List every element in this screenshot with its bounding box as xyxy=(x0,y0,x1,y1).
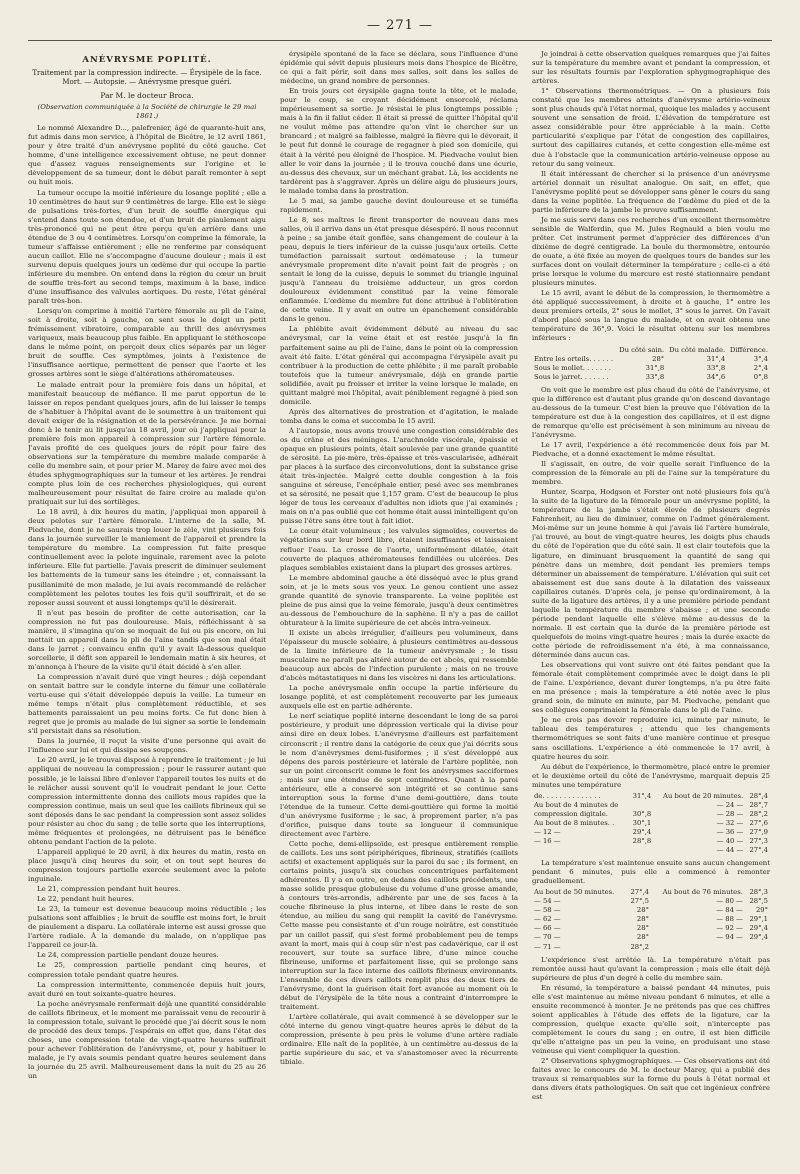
table-row xyxy=(532,792,770,801)
table-header: Du côté malade. xyxy=(669,345,726,354)
paragraph: Il n'eut pas besoin de profiter de cette autorisation, car la compression ne fut pas douloureuse. Mais, réfléchissant à sa manière, il s'imagina qu'on se moquait de lui ou pis encore, on lui mettait un appareil dans le pli de l'aine tandis que son mal était dans le jarret ; convaincu enfin qu'il y avait là-dessous quelque sorcellerie, il défit son appareil le lendemain matin à six heures, et m'annonça à l'heure de la visite qu'il était décidé à s'en aller. xyxy=(28,608,266,671)
table-cell: — 92 — xyxy=(716,924,743,933)
table-cell: de. . . . . . . . . . . . . . xyxy=(534,791,601,800)
table-row xyxy=(532,888,770,897)
table-row xyxy=(532,933,770,942)
table-cell: — 24 — xyxy=(716,800,744,809)
table-cell: 29°,1 xyxy=(749,915,768,924)
paragraph: En trois jours cet érysipèle gagna toute la tête, et le malade, pour le coup, se croyant décidément ensorcelé, réclama impérieusement sa sortie. Je résistai le plus longtemps possible ; mais à la fin il fallut céder. Il était si pressé de quitter l'hôpital qu'il ne voulut même pas attendre qu'on vînt le chercher sur un brancard ; et malgré sa faiblesse, malgré la fièvre qui le dévorait, il le peut fut donné le courage de regagner à pied son domicile, qui était à la vérité peu éloigné de l'hospice. M. Piedvache voulut bien aller le voir dans la journée ; il le trouva couché dans une écurie, au-dessus des chevaux, sur un méchant grabat. Là, les accidents ne tardèrent pas à s'aggraver. Après un délire aigu de plusieurs jours, le malade tomba dans la prostration. xyxy=(280,87,518,195)
table-cell: 27°,5 xyxy=(630,897,649,906)
page-number: — 271 — xyxy=(366,18,434,33)
header-rule xyxy=(28,40,772,41)
table-cell: — 84 — xyxy=(716,906,743,915)
table-cell: — 16 — xyxy=(534,836,561,845)
paragraph: À l'autopsie, nous avons trouvé une congestion considérable des os du crâne et des méninges. L'arachnoïde viscérale, épaissie et opaque en plusieurs points, était soulevée par une grande quantité de sérosité. La pie-mère, très-épaisse et très-vascularisée, adhérait par places à la surface des circonvolutions, dont la substance grise était très-injectée. Malgré cette double congestion à la fois sanguine et séreuse, l'encéphale entier, pesé avec ses membranes et sa sérosité, ne pesait que 1,157 gram. C'est de beaucoup le plus léger de tous les cerveaux d'adultes non idiots que j'ai examinés ; mais on n'a pas oublié que cet homme était aussi inintelligent qu'on puisse l'être sans être tout à fait idiot. xyxy=(280,426,518,526)
paragraph: Le 24, compression partielle pendant douze heures. xyxy=(37,951,219,960)
temperature-table-2 xyxy=(532,792,770,855)
paragraph: Le cœur était volumineux ; les valvules sigmoïdes, couvertes de végétations sur leur bord libre, étaient insuffisantes et laissaient refluer l'eau. La crosse de l'aorte, uniformément dilatée, était couverte de plaques athéromateuses fendillées ou ulcérées. Des plaques semblables existaient dans la plupart des grosses artères. xyxy=(280,527,518,572)
table-cell: 28°,2 xyxy=(749,809,768,818)
paragraph: En résumé, la température a baissé pendant 44 minutes, puis elle s'est maintenue au même niveau pendant 6 minutes, et elle a ensuite recommencé à monter. Je ne prétends pas que ces chiffres soient applicables à l'étude des effets de la ligature, car la compression, quelque exacte qu'elle soit, n'intercepte pas complètement le cours du sang ; en outre, il est bien difficile qu'elle n'atteigne pas un peu la veine, en produisant une stase veineuse qui vient compliquer la question. xyxy=(532,983,770,1056)
table-cell: — 71 — xyxy=(534,942,561,951)
table-cell: 2°,4 xyxy=(753,363,768,372)
column-3-end xyxy=(532,956,770,1103)
table-cell xyxy=(629,846,654,855)
table-cell: Au bout de 8 minutes. . xyxy=(534,818,615,827)
table-header: Différence. xyxy=(729,345,768,354)
column-2-body xyxy=(280,50,518,1067)
column-3 xyxy=(532,50,770,1162)
paragraph: Cette poche, demi-ellipsoïde, est presque entièrement remplie de caillots. Les uns sont périphériques, fibrineux, stratifiés (caillots actifs) et exactement appliqués sur la paroi du sac ; ils forment, en certains points, jusqu'à six couches concentriques parfaitement adhérentes. Il y a en outre, en dedans des caillots précédents, une masse solide presque globuleuse du volume d'une grosse amande, à contours très-arrondis, adhérente par une de ses faces à la couche fibrineuse la plus interne, et libre dans le reste de son étendue, au milieu du sang qui remplit la cavité de l'anévrysme. Cette masse peu consistante et d'un rouge noirâtre, est constituée par un caillot passif, qui s'est formé probablement peu de temps avant la mort, mais qui à coup sûr n'est pas cadavérique, car il est recouvert, sur toute sa surface libre, d'une mince couche fibrineuse, uniforme et parfaitement lisse, qui se prolonge sans interruption sur la face interne des caillots fibrineux environnants. L'ensemble de ces divers caillots remplit plus des deux tiers de l'anévrysme, dont la guérison était fort avancée au moment où le début de l'érysipèle de la tête nous a contraint d'interrompre le traitement. xyxy=(280,840,518,1011)
paragraph: Le nerf sciatique poplité interne descendant le long de sa paroi postérieure, y produit une dépression verticale qui la divise pour ainsi dire en deux lobes. L'anévrysme d'ailleurs est parfaitement circonscrit ; il rentre dans la catégorie de ceux que j'ai décrits sous le nom d'anévrysmes demi-fusiformes ; il s'est développé aux dépens des parois postérieure et latérale de l'artère poplitée, non sur un point circonscrit comme le font les anévrysmes sacciformes ; mais sur une étendue de sept centimètres. Quant à la paroi antérieure, elle a conservé son intégrité et se continue sans interruption sous la forme d'une demi-gouttière, dans toute l'étendue de la tumeur. Cette demi-gouttière qui forme la moitié d'un anévrysme fusiforme ; le sac, à proprement parler, n'a pas d'orifice, puisque dans toute sa longueur il communique directement avec l'artère. xyxy=(280,712,518,838)
table-cell: 0°,8 xyxy=(753,372,768,381)
table-cell: — 58 — xyxy=(534,906,561,915)
article-note: (Observation communiquée à la Société de chirurgie le 29 mai 1861.) xyxy=(37,103,257,121)
temperature-table-3 xyxy=(532,888,770,951)
paragraph: Je joindrai à cette observation quelques remarques que j'ai faites sur la température du membre avant et pendant la compression, et sur les résultats fournis par l'exploration sphygmographique des artères. xyxy=(532,50,770,86)
table-cell: 28°,5 xyxy=(749,897,768,906)
paragraph: La compression n'avait duré que vingt heures ; déjà cependant on sentait battre sur le condyle interne du fémur une collatérale vertu-euse qui s'était développée depuis la veille. La tumeur en même temps n'était plus complètement réductible, et ses battements paraissaient un peu moins forts. Ce fut donc bien à regret que je promis au malade de lui signer sa sortie le lendemain s'il persistait dans sa résolution. xyxy=(28,673,266,736)
paragraph: On voit que le membre est plus chaud du côté de l'anévrysme, et que la différence est d'autant plus grande qu'on descend davantage au-dessous de la tumeur. C'est bien la preuve que l'élévation de la température est due à la congestion des capillaires, et il est digne de remarque qu'elle est précisément à son minimum au niveau de l'anévrysme. xyxy=(532,385,770,439)
table-cell: — 44 — xyxy=(716,846,744,855)
table-row xyxy=(532,364,770,373)
table-cell: 30°,1 xyxy=(632,818,652,827)
table-cell xyxy=(745,943,770,952)
paragraph: Je ne crois pas devoir reproduire ici, minute par minute, le tableau des températures ; attendu que les changements thermométriques se sont faits d'une manière continue et presque sans oscillations. L'expérience a été commencée le 17 avril, à quatre heures du soir. xyxy=(532,716,770,761)
paragraph: L'artère collatérale, qui avait commencé à se développer sur le côté interne du genou vingt-quatre heures après le début de la compression, présente à peu près le volume d'une artère radiale ordinaire. Elle naît de la poplitée, à un centimètre au-dessus de la partie supérieure du sac, et va s'anastomoser avec la récurrente tibiale. xyxy=(280,1012,518,1067)
table-cell: Au bout de 4 minutes de xyxy=(534,800,619,809)
table-cell: 29°,4 xyxy=(749,924,768,933)
table-row xyxy=(532,801,770,810)
paragraph: Lorsqu'on comprime à moitié l'artère fémorale au pli de l'aine, soit à droite, soit à gauche, on sent sous le doigt un petit frémissement vibratoire, comparable au thrill des anévrysmes variqueux, mais beaucoup plus faible. En appliquant le stéthoscope dans le même point, on perçoit deux clics séparés par un léger bruit de souffle. Ces symptômes, joints à l'existence de l'insuffisance aortique, permettent de penser que l'aorte et les grosses artères sont le siège d'altérations athéromateuses. xyxy=(28,307,266,379)
table-row xyxy=(532,915,770,924)
table-cell: 27°,4 xyxy=(630,888,649,897)
article-title: ANÉVRYSME POPLITÉ. xyxy=(82,55,212,65)
paragraph: Le 15 avril, avant le début de la compression, le thermomètre a été appliqué successivement, à droite et à gauche, 1° entre les deux premiers orteils, 2° sous le mollet, 3° sous le jarret. On l'avait d'abord placé sous la langue du malade, et on avait obtenu une température de 36°,9. Voici le résultat obtenu sur les membres inférieurs : xyxy=(532,289,770,343)
column-2 xyxy=(280,50,518,1162)
table-cell: — 94 — xyxy=(716,933,743,942)
table-cell: 27°,9 xyxy=(749,827,768,836)
paragraph: La température s'est maintenue ensuite sans aucun changement pendant 6 minutes, puis elle a commencé à remonter graduellement. xyxy=(532,859,770,886)
table-row xyxy=(532,828,770,837)
table-cell: 31°,4 xyxy=(706,354,726,363)
paragraph: Le 22, pendant huit heures. xyxy=(37,895,134,904)
paragraph: Le 8, ses maîtres le firent transporter de nouveau dans mes salles, où il arriva dans un état presque désespéré. Il nous reconnut à peine ; sa jambe était gonflée, sans changement de couleur à la peau, depuis le tiers inférieur de la cuisse jusqu'aux orteils. Cette tuméfaction paraissait surtout œdémateuse ; la tumeur anévrysmale proprement dite n'avait point fait de progrès ; on sentait le long de la cuisse, depuis le sommet du triangle inguinal jusqu'à l'anneau du troisième adducteur, un gros cordon douloureux évidemment constitué par la veine fémorale enflammée. L'œdème du membre fut donc attribué à l'oblitération de cette veine. Il y avait en outre un épanchement considérable dans le genou. xyxy=(280,215,518,324)
table-cell: 34°,6 xyxy=(706,372,726,381)
table-cell: — 88 — xyxy=(716,915,743,924)
table-cell: — 36 — xyxy=(716,827,744,836)
table-cell: — 54 — xyxy=(534,897,561,906)
table-cell: — 28 — xyxy=(716,809,744,818)
column-3-middle-2 xyxy=(532,859,770,886)
table-cell xyxy=(629,801,654,810)
table-cell: 31°,4 xyxy=(632,791,652,800)
table-cell: 30°,8 xyxy=(632,809,652,818)
paragraph: Le 17 avril, l'expérience a été recommencée deux fois par M. Piedvache, et a donné exactement le même résultat. xyxy=(532,440,770,459)
table-cell: 28°,3 xyxy=(749,888,768,897)
table-header xyxy=(532,346,616,355)
table-cell: 31°,8 xyxy=(645,363,665,372)
paragraph: Après des alternatives de prostration et d'agitation, le malade tomba dans le coma et succomba le 15 avril. xyxy=(280,407,518,425)
paragraph: Hunter, Scarpa, Hodgson et Forster ont noté plusieurs fois qu'à la suite de la ligature de la fémorale pour un anévrysme poplité, la température de la jambe s'était élevée de plusieurs degrés Fahrenheit, au lieu de diminuer, comme on l'admet généralement. Moi-même sur un jeune homme à qui j'avais lié l'artère humérale, j'ai trouvé, au bout de vingt-quatre heures, les doigts plus chauds du côté de l'opération que du côté sain. Il est clair toutefois que la ligature, en diminuant brusquement la quantité de sang qui pénètre dans un membre, doit pendant les premiers temps déterminer un abaissement de température. L'élévation qui suit cet abaissement est due sans doute à la dilatation des vaisseaux capillaires cutanés. D'après cela, je pense qu'ordinairement, à la suite de la ligature des artères, il y a une première période pendant laquelle la température du membre s'abaisse ; et une seconde période pendant laquelle elle s'élève même au-dessus de la normale. Il est certain que la durée de la première période est quelquefois de moins vingt-quatre heures ; mais la durée exacte de cette période de refroidissement n'a été, à ma connaissance, déterminée dans aucun cas. xyxy=(532,488,770,660)
table-row xyxy=(532,924,770,933)
table-row xyxy=(532,355,770,364)
table-cell: 28° xyxy=(636,915,649,924)
table-cell: — 70 — xyxy=(534,933,561,942)
paragraph: Le 21, compression pendant huit heures. xyxy=(37,885,181,894)
paragraph: Les observations qui vont suivre ont été faites pendant que la fémorale était complètement comprimée avec le doigt dans le pli de l'aine. L'expérience, devant durer longtemps, n'a pu être faite en ma présence ; mais la température a été notée avec le plus grand soin, de minute en minute, par M. Piedvache, pendant que ses collègues comprimaient la fémorale dans le pli de l'aine. xyxy=(532,661,770,715)
table-cell: 29° xyxy=(755,906,768,915)
table-cell: Au bout de 76 minutes. xyxy=(662,888,743,897)
table-cell: 28° xyxy=(636,906,649,915)
paragraph: La phlébite avait évidemment débuté au niveau du sac anévrysmal, car la veine était et est restée jusqu'à la fin parfaitement saine au pli de l'aine, dans le point où la compression avait été faite. L'état général qui accompagna l'érysipèle avait pu contribuer à la production de cette phlébite ; il me paraît probable toutefois que la tumeur anévrysmale, déjà en grande partie solidifiée, avait pu froisser et irriter la veine lorsque le malade, en quittant malgré moi l'hôpital, avait péniblement regagné à pied son domicile. xyxy=(280,325,518,406)
temperature-table-1 xyxy=(532,346,770,382)
paragraph: Le nommé Alexandre D..., palefrenier, âgé de quarante-huit ans, fut admis dans mon service, à l'hôpital de Bicêtre, le 12 avril 1861, pour y être traité d'un anévrysme poplité du côté gauche. Cet homme, d'une intelligence excessivement obtuse, ne peut donner que d'assez vagues renseignements sur l'origine et le développement de sa tumeur, dont le début paraît remonter à sept ou huit mois. xyxy=(28,124,266,187)
table-cell: 27°,4 xyxy=(749,846,768,855)
paragraph: La tumeur occupe la moitié inférieure du losange poplité ; elle a 10 centimètres de haut sur 9 centimètres de large. Elle est le siège de pulsations très-fortes, d'un bruit de souffle énergique qui s'entend dans toute son étendue, et d'un bruit de piaulement aigu très-prononcé qui ne peut être perçu qu'en arrière dans une étendue de 3 ou 4 centimètres. Lorsqu'on comprime la fémorale, la tumeur s'affaisse entièrement ; elle ne renferme par conséquent aucun caillot. Elle ne s'accompagne d'aucune douleur ; mais il est survenu depuis quelques jours un œdème dur qui occupe la partie inférieure du membre. On entend dans la région du cœur un bruit de souffle très-fort au second temps, maximum à la base, indice d'une insuffisance des valvules aortiques. Du reste, l'état général paraît très-bon. xyxy=(28,188,266,306)
table-cell: Sous le mollet. . . . . . . xyxy=(534,363,611,372)
article-author: Par M. le docteur Broca. xyxy=(100,91,194,101)
table-row xyxy=(532,906,770,915)
table-cell: — 62 — xyxy=(534,915,561,924)
table-row xyxy=(532,897,770,906)
paragraph: 1° Observations thermométriques. — On a plusieurs fois constaté que les membres atteints d'anévrysme artério-veineux sont plus chauds qu'à l'état normal, quoique les malades y accusent souvent une sensation de froid. L'élévation de température est assez considérable pour être appréciable à la main. Cette particularité s'explique par l'état de congestion des capillaires, surtout des capillaires cutanés, et cette congestion elle-même est due à l'obstacle que la communication artério-veineuse oppose au retour du sang veineux. xyxy=(532,87,770,168)
table-cell: 28° xyxy=(652,354,665,363)
table-cell: 28°,8 xyxy=(632,836,652,845)
table-cell: — 40 — xyxy=(716,836,744,845)
table-row xyxy=(532,373,770,382)
paragraph: Le 18 avril, à dix heures du matin, j'appliquai mon appareil à deux pelotes sur l'artère fémorale. L'interne de la salle, M. Piedvache, dont je ne saurais trop louer le zèle, vint plusieurs fois dans la journée surveiller le maniement de l'appareil et prendre la température du membre. La compression fut faite presque continuellement avec la pelote inguinale, rarement avec la pelote inférieure. Elle fut partielle. J'avais prescrit de diminuer seulement les battements de la tumeur sans les éteindre ; et, connaissant la pusillanimité de mon malade, je lui avais recommandé de relâcher complètement les pelotes toutes les fois qu'il souffrirait, et de se reposer aussi souvent et aussi longtemps qu'il le désirerait. xyxy=(28,508,266,607)
table-cell: 28°,2 xyxy=(630,942,649,951)
table-cell: — 32 — xyxy=(716,818,744,827)
paragraph: 2° Observations sphygmographiques. — Ces observations ont été faites avec le concours de M. le docteur Marey, qui a publié des travaux si remarquables sur la forme du pouls à l'état normal et dans divers états pathologiques. On sait que cet ingénieux confrère est xyxy=(532,1057,770,1102)
table-cell: 3°,4 xyxy=(753,354,768,363)
table-cell xyxy=(532,846,629,855)
table-cell: 28° xyxy=(636,924,649,933)
table-cell: 28°,7 xyxy=(749,800,768,809)
table-row xyxy=(532,810,770,819)
paragraph: Je me suis servi dans ces recherches d'un excellent thermomètre sensible de Walferdin, que M. Jules Regnauld a bien voulu me prêter. Cet instrument permet d'apprécier des différences d'un dixième de degré centigrade. La boule du thermomètre, entourée de ouate, a été fixée au moyen de quelques tours de bandes sur les surfaces dont on voulait déterminer la température ; celle-ci a été prise lorsque le volume du mercure est resté stationnaire pendant plusieurs minutes. xyxy=(532,215,770,288)
column-1 xyxy=(28,50,266,1162)
paragraph: L'appareil appliqué le 20 avril, à dix heures du matin, resta en place jusqu'à cinq heures du soir, et on tout sept heures de compression toujours partielle exercée seulement avec la pelote inguinale. xyxy=(28,847,266,884)
paragraph: Il s'agissait, en outre, de voir quelle serait l'influence de la compression de la fémorale au pli de l'aine sur la température du membre. xyxy=(532,460,770,487)
table-cell: 29°,4 xyxy=(632,827,652,836)
table-cell: Entre les orteils. . . . . . xyxy=(534,354,614,363)
table-cell: 27°,6 xyxy=(749,818,768,827)
table-header: Du côté sain. xyxy=(619,345,665,354)
paragraph: Au début de l'expérience, le thermomètre, placé entre le premier et le deuxième orteil du côté de l'anévrysme, marquait depuis 25 minutes une température xyxy=(532,762,770,789)
article-subtitle: Traitement par la compression indirecte. — Érysipèle de la face. Mort. — Autopsie. — Anévrysme presque guéri. xyxy=(32,69,262,87)
paragraph: La poche anévrysmale renfermait déjà une quantité considérable de caillots fibrineux, et le moment me paraissait venu de recourir à la compression totale, suivant le procédé que j'ai décrit sous le nom de procédé des deux temps. J'espérais en effet que, dans l'état des choses, une compression totale de vingt-quatre heures suffirait pour achever l'oblitération de l'anévrysme, et, pour y habituer le malade, je l'y avais soumis pendant quatre heures seulement dans la journée du 25 avril. Malheureusement dans la nuit du 25 au 26 un xyxy=(28,999,266,1081)
table-cell: Sous le jarret. . . . . . . xyxy=(534,372,609,381)
paragraph: Dans la journée, il reçut la visite d'une personne qui avait de l'influence sur lui et qui dissipa ses soupçons. xyxy=(28,737,266,755)
column-3-middle xyxy=(532,386,770,790)
paragraph: Le membre abdominal gauche a été disséqué avec le plus grand soin, et je le mets sous vos yeux. Le genou contient une assez grande quantité de synovie transparente. La veine poplitée est pleine de pus ainsi que la veine fémorale, jusqu'à deux centimètres au-dessous de l'embouchure de la saphène. Il n'y a pas de caillot obturateur à la limite supérieure de cet abcès intra-veineux. xyxy=(280,573,518,627)
paragraph: Il était intéressant de chercher si la présence d'un anévrysme artériel donnait un résultat analogue. On sait, en effet, que l'anévrysme poplité peut se développer sans gêner le cours du sang dans la veine poplitée. La fréquence de l'œdème du pied et de la partie inférieure de la jambe le prouve suffisamment. xyxy=(532,169,770,214)
paragraph: L'expérience s'est arrêtée là. La température n'était pas remontée aussi haut qu'avant la compression ; mais elle était déjà supérieure de plus d'un degré à celle du membre sain. xyxy=(532,955,770,982)
table-row xyxy=(532,819,770,828)
table-cell: 33°,8 xyxy=(706,363,726,372)
table-cell: — 12 — xyxy=(534,827,561,836)
table-cell: Au bout de 20 minutes. xyxy=(663,791,744,800)
column-3-intro xyxy=(532,50,770,344)
paragraph: Le 20 avril, je le trouvai disposé à reprendre le traitement ; je lui appliquai de nouveau la compression ; pour le rassurer autant que possible, je le laissai libre d'enlever l'appareil toutes les nuits et de le relâcher aussi souvent qu'il le voudrait pendant le jour. Cette compression intermittente donna des caillots mous rapides que la compression continue, mais un seul que les caillots fibrineux qui se sont déposés dans le sac pendant la compression sont assez solides pour résister au choc du sang ; de telle sorte que les interruptions, même fréquentes et prolongées, ne détruisent pas le bénéfice obtenu pendant l'action de la pelote. xyxy=(28,756,266,846)
table-cell: 28° xyxy=(636,933,649,942)
table-row xyxy=(532,837,770,846)
table-cell: compression digitale. xyxy=(534,809,608,818)
paragraph: Le malade entrait pour la première fois dans un hôpital, et manifestait beaucoup de méfiance. Il me parut opportun de le laisser en repos pendant quelques jours, afin de lui laisser le temps de s'habituer à l'hôpital avant de le soumettre à un traitement qui devait exiger de la résignation et de la persévérance. Je me bornai donc à le tenir au lit jusqu'au 18 avril, jour où j'appliquai pour la première fois mon appareil à compression sur l'artère fémorale. J'avais profité de ces quelques jours de répit pour faire des observations sur la température du membre malade comparée à celle du membre sain, et pour prier M. Marey de faire avec moi des études sphygmographiques sur la tumeur et les artères. Je rendrai compte plus loin de ces recherches physiologiques, qui eurent malheureusement pour résultat de faire croire au malade qu'on pratiquait sur lui des sortilèges. xyxy=(28,380,266,507)
table-cell: — 66 — xyxy=(534,924,561,933)
table-cell: 33°,8 xyxy=(645,372,665,381)
paragraph: Il existe un abcès irrégulier, d'ailleurs peu volumineux, dans l'épaisseur du muscle soléaire, à plusieurs centimètres au-dessous de la limite inférieure de la tumeur anévrysmale ; le tissu musculaire ne paraît pas altéré autour de cet abcès, qui ressemble beaucoup aux abcès de l'infection purulente ; mais on ne trouve d'abcès métastatiques ni dans les viscères ni dans les articulations. xyxy=(280,628,518,683)
paragraph: La poche anévrysmale enfin occupe la partie inférieure du losange poplité, et est complètement recouverte par les jumeaux auxquels elle est en partie adhérente. xyxy=(280,684,518,711)
table-cell: Au bout de 50 minutes. xyxy=(534,888,615,897)
table-cell xyxy=(651,943,745,952)
paragraph: Le 5 mai, sa jambe gauche devint douloureuse et se tuméfia rapidement. xyxy=(280,196,518,214)
table-row xyxy=(532,943,770,952)
paragraph: Le 23, la tumeur est devenue beaucoup moins réductible ; les pulsations sont affaiblies ; le bruit de souffle est moins fort, le bruit de piaulement a disparu. La collatérale interne est aussi grosse que l'artère radiale. À la demande du malade, on n'applique pas l'appareil ce jour-là. xyxy=(28,905,266,950)
table-cell: — 80 — xyxy=(716,897,743,906)
table-cell: 29°,4 xyxy=(749,933,768,942)
column-1-body xyxy=(28,124,266,1081)
table-cell: 27°,3 xyxy=(749,836,768,845)
paragraph: La compression intermittente, commencée depuis huit jours, avait duré en tout soixante-quatre heures. xyxy=(28,980,266,998)
table-cell: 28°,4 xyxy=(749,791,768,800)
paragraph: Le 25, compression partielle pendant cinq heures, et compression totale pendant quatre heures. xyxy=(28,961,266,979)
paragraph: érysipèle spontané de la face se déclara, sous l'influence d'une épidémie qui sévit depuis plusieurs mois dans l'hospice de Bicêtre, ce qui a fait périr, soit dans mes salles, soit dans les salles de médecine, un grand nombre de personnes. xyxy=(280,50,518,86)
table-row xyxy=(532,846,770,855)
